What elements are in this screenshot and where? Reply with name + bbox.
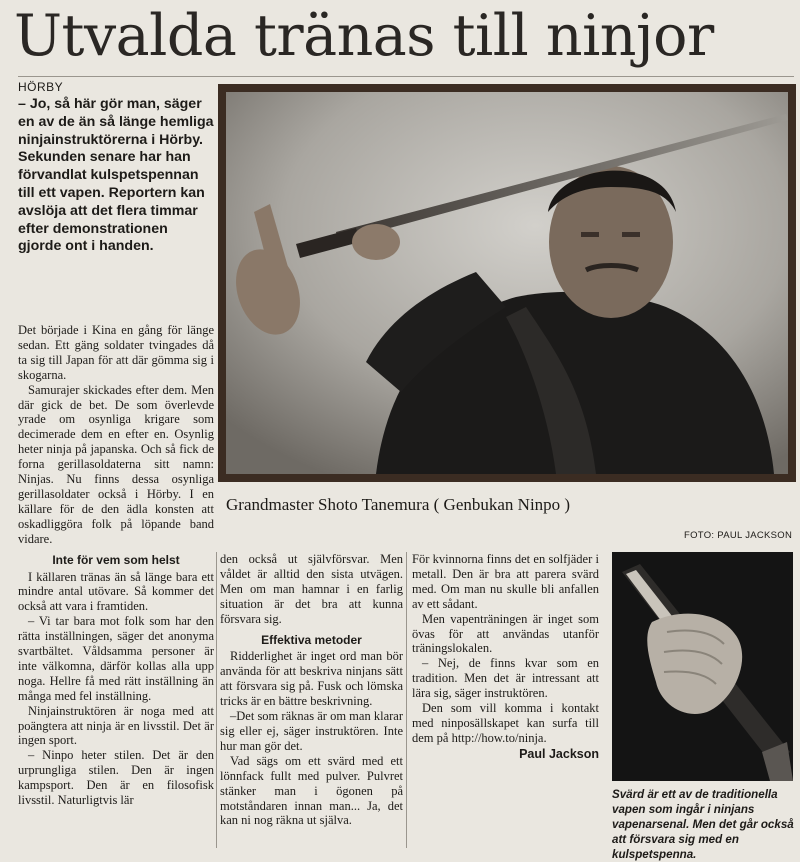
lead-paragraph: – Jo, så här gör man, säger en av de än så länge hemliga ninjainstruktörerna i Hörby. Sekunden senare har han förvandlat kulspetspennan till ett vapen. Reportern kan avslöja att det flera timmar efter demonstrationen gjorde ont i handen. <box>18 96 214 255</box>
sword-grip-photo <box>612 552 793 781</box>
paragraph: För kvinnorna finns det en solfjäder i metall. Den är bra att parera svärd med. Om man nu skulle bli anfallen av ett sådant. <box>412 552 599 611</box>
headline-rule <box>18 76 794 77</box>
dateline: HÖRBY <box>18 80 64 94</box>
paragraph: Vad sägs om ett svärd med ett lönnfack fullt med pulver. Pulvret stänker man i ögonen på motståndaren innan man... Ja, det kan ni nog räkna ut själva. <box>220 753 403 828</box>
paragraph: –Det som räknas är om man klarar sig eller ej, säger instruktören. Inte hur man gör det. <box>220 709 403 753</box>
paragraph: Men vapenträningen är inget som övas för att användas utanför träningslokalen. <box>412 611 599 656</box>
paragraph: den också ut självförsvar. Men våldet är alltid den sista utvägen. Men om man hamnar i en farlig situation är det bra att kunna försvara sig. <box>220 552 403 626</box>
column-divider <box>406 552 407 848</box>
paragraph: Det började i Kina en gång för länge sedan. Ett gäng soldater tvingades då ta sig till Japan för att där gömma sig i skogarna. <box>18 323 214 382</box>
paragraph: Samurajer skickades efter dem. Men där gick de bet. De som överlevde yrade om osynliga krigare som decimerade dem en efter en. Osynlig heter ninja på japanska. Och så fick de forna gerillasoldaterna sitt namn: Ninjas. Nu finns dessa osynliga gerillasoldater också i Hörby. I en källare för de den ädla konsten att oskadliggöra folk på löpande band vidare. <box>18 382 214 546</box>
ninja-master-photo <box>226 92 788 474</box>
sword-photo-caption: Svärd är ett av de traditionella vapen som ingår i ninjans vapenarsenal. Men det går också att försvara sig med en kulspetspenna. <box>612 788 794 861</box>
headline: Utvalda tränas till ninjor <box>14 3 714 69</box>
sword-photo <box>612 552 793 781</box>
article-column-1 <box>18 323 214 808</box>
paragraph: Den som vill komma i kontakt med ninposällskapet kan surfa till dem på http://how.to/ninja. <box>412 701 599 745</box>
paragraph: – Ninpo heter stilen. Det är den urprungliga stilen. Den är ingen kampsport. Den är en filosofisk livsstil. Naturligtvis lär <box>18 748 214 808</box>
main-photo <box>218 84 796 482</box>
photo-credit: FOTO: PAUL JACKSON <box>684 530 793 541</box>
article-column-2 <box>220 552 403 828</box>
subheading: Effektiva metoder <box>261 632 362 647</box>
article-column-3 <box>412 552 599 762</box>
paragraph: – Vi tar bara mot folk som har den rätta inställningen, säger det anonyma svartbältet. Våldsamma personer är inte välkomna, därför kollas alla upp noga. Hellre få med rätt inställning än många med fel inställning. <box>18 614 214 703</box>
paragraph: Ridderlighet är inget ord man bör använda för att beskriva ninjans sätt att försvara sig på. Fusk och lömska tricks är en bättre beskrivning. <box>220 649 403 709</box>
paragraph: – Nej, de finns kvar som en tradition. Men det är intressant att lära sig, säger instruktören. <box>412 656 599 701</box>
byline: Paul Jackson <box>519 746 599 761</box>
subheading: Inte för vem som helst <box>52 552 180 567</box>
photo-caption: Grandmaster Shoto Tanemura ( Genbukan Ninpo ) <box>226 495 571 514</box>
paragraph: I källaren tränas än så länge bara ett mindre antal utövare. Så kommer det också att vara i framtiden. <box>18 569 214 614</box>
paragraph: Ninjainstruktören är noga med att poängtera att ninja är en livsstil. Det är ingen sport. <box>18 703 214 748</box>
column-divider <box>216 552 217 848</box>
